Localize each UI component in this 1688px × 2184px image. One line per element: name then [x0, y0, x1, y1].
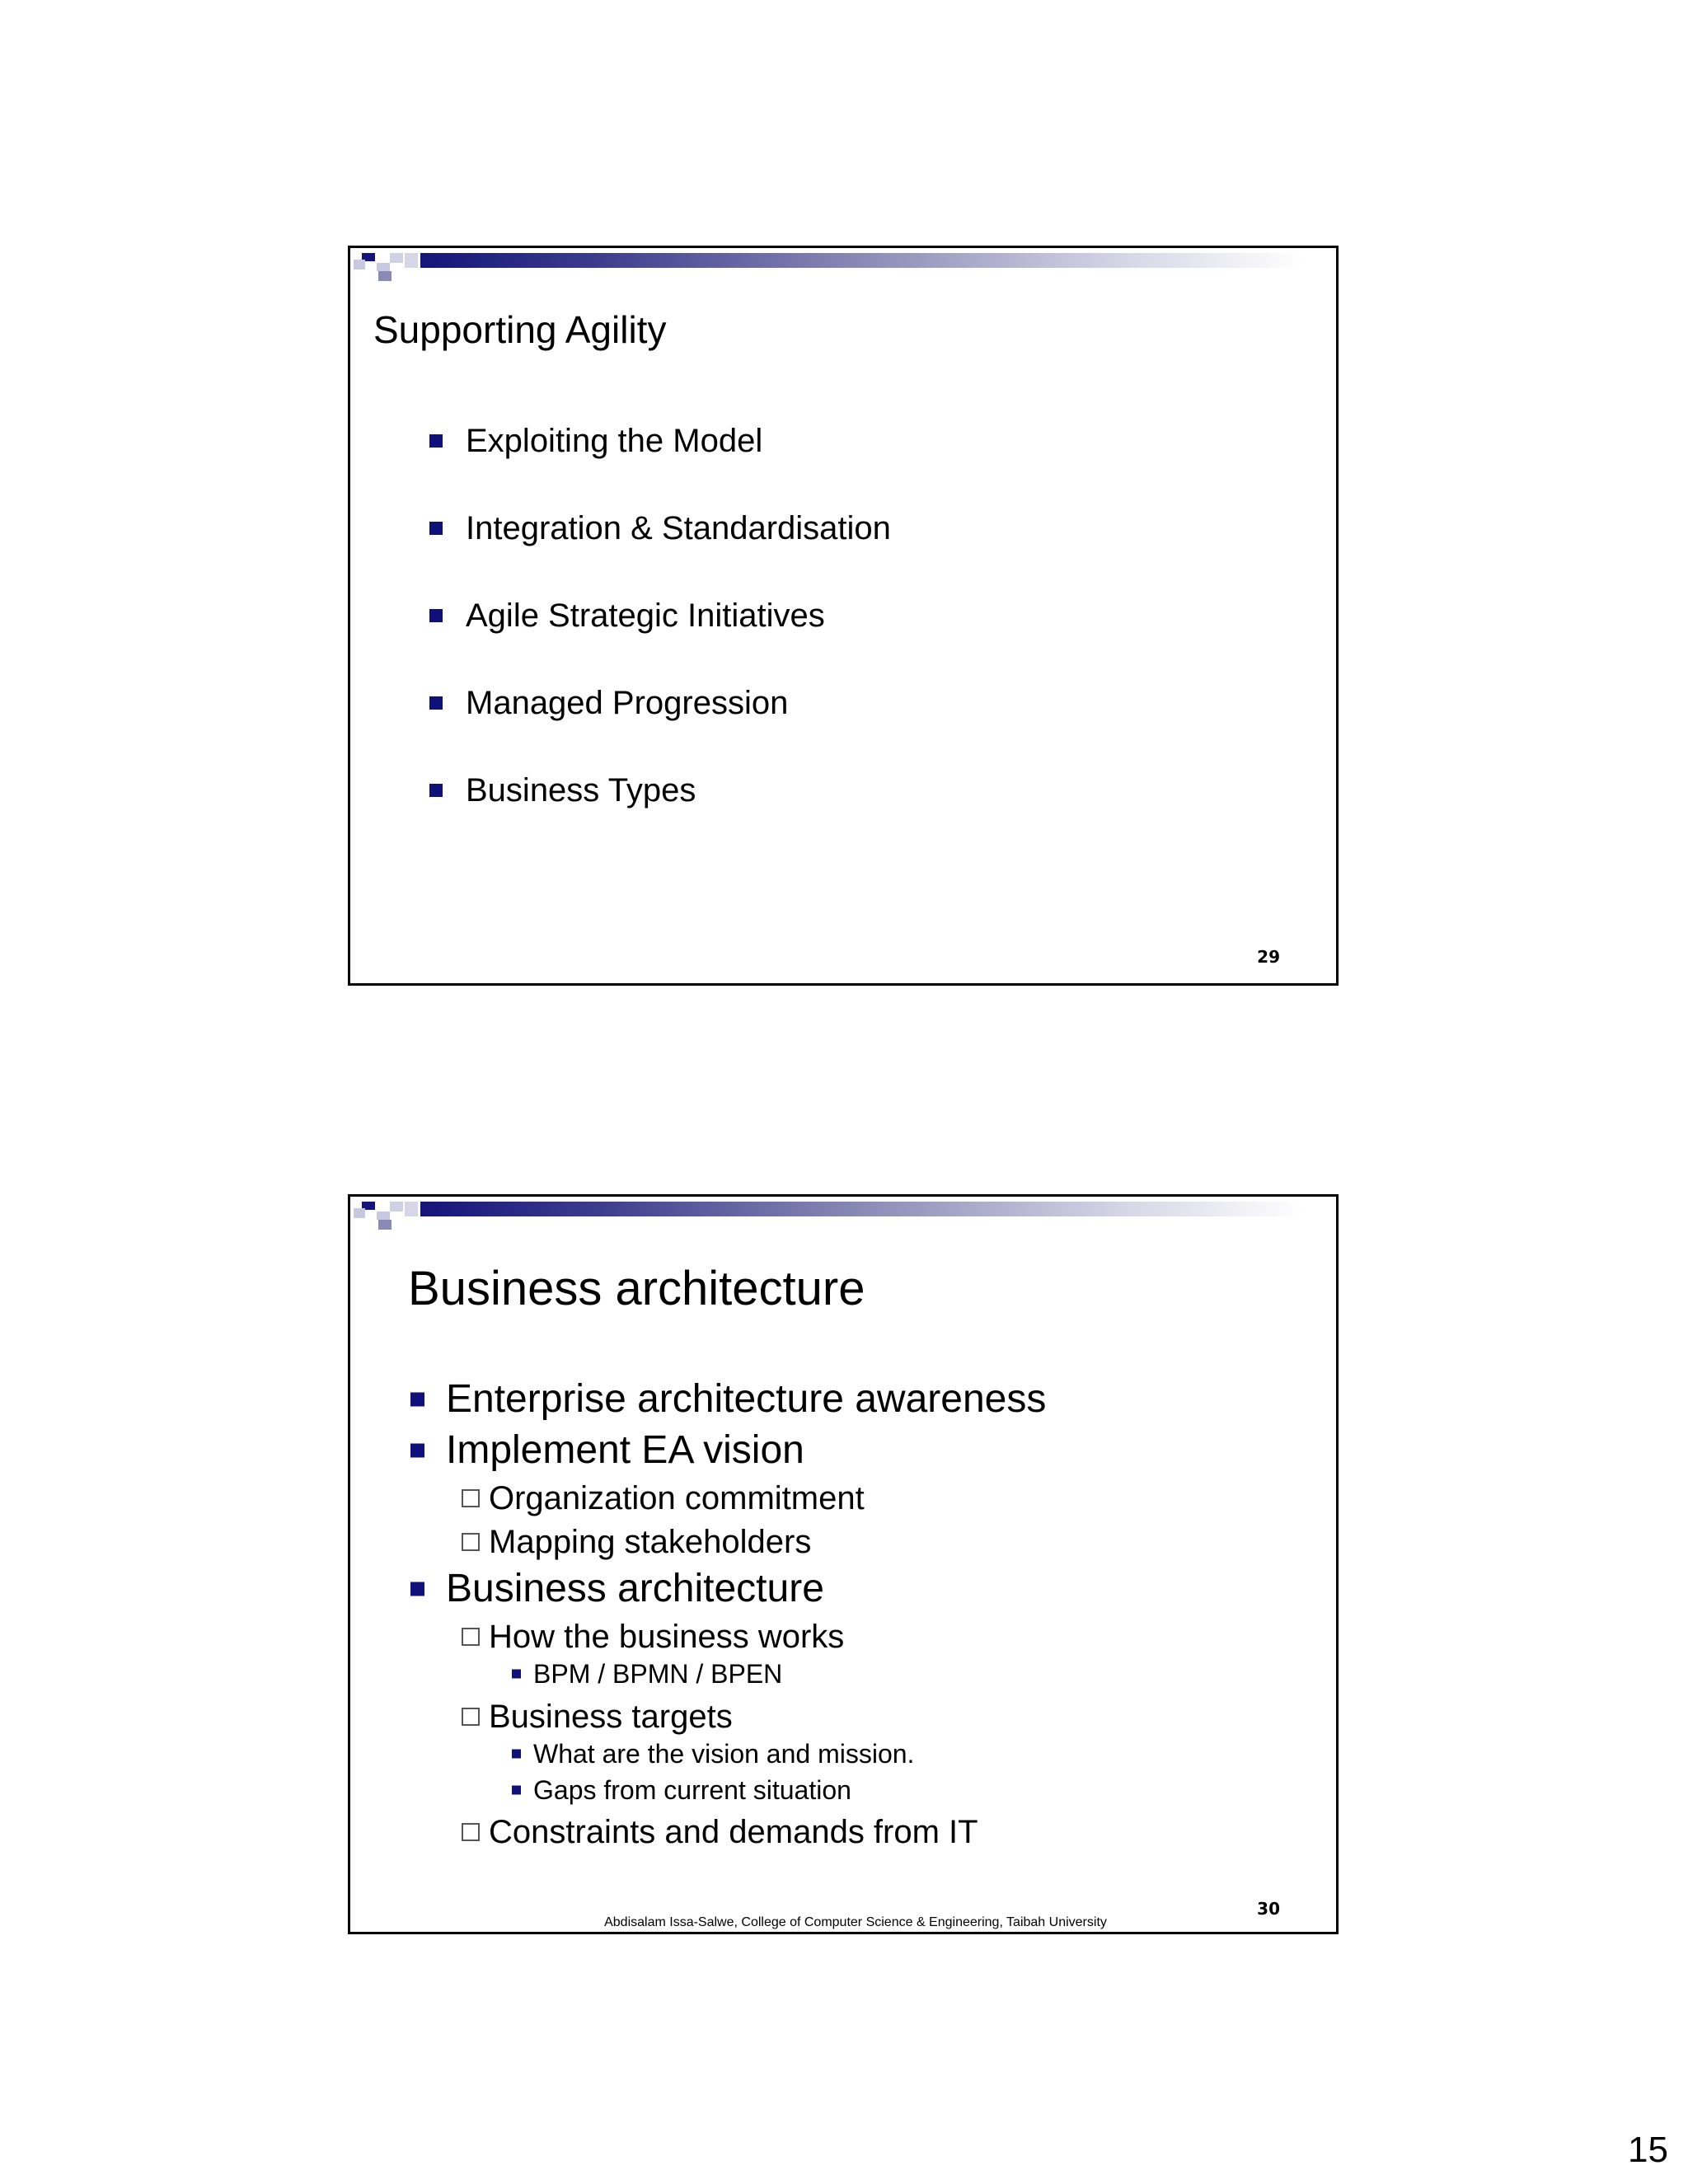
sub-sub-bullet-item: Gaps from current situation — [350, 1774, 1257, 1807]
square-bullet-icon — [410, 1393, 424, 1407]
hollow-square-bullet-icon — [462, 1823, 480, 1841]
page-number: 15 — [1628, 2130, 1668, 2170]
square-bullet-icon — [429, 609, 443, 622]
deco-square — [377, 1212, 390, 1220]
header-decoration — [350, 1197, 1336, 1238]
sub-bullet-item: Business targets — [350, 1696, 1257, 1737]
bullet-item: Integration & Standardisation — [350, 508, 1092, 549]
deco-square — [378, 1220, 392, 1230]
slide-title: Supporting Agility — [373, 308, 667, 351]
sub-bullet-item: Organization commitment — [350, 1478, 1257, 1519]
bullet-item: Business architecture — [350, 1566, 1257, 1612]
small-square-bullet-icon — [512, 1670, 521, 1679]
slide-footer: Abdisalam Issa-Salwe, College of Computer Science & Engineering, Taibah University — [604, 1915, 1107, 1929]
hollow-square-bullet-icon — [462, 1708, 480, 1726]
hollow-square-bullet-icon — [462, 1628, 480, 1646]
bullet-item: Implement EA vision — [350, 1427, 1257, 1474]
deco-square — [377, 263, 390, 271]
sub-bullet-item: How the business works — [350, 1616, 1257, 1657]
bullet-item: Business Types — [350, 770, 1092, 811]
deco-square — [378, 271, 392, 281]
slide-title: Business architecture — [408, 1262, 865, 1315]
slide-29 — [348, 246, 1339, 986]
bullet-item: Enterprise architecture awareness — [350, 1376, 1257, 1422]
square-bullet-icon — [429, 434, 443, 448]
header-gradient-bar — [420, 1202, 1302, 1216]
square-bullet-icon — [429, 784, 443, 797]
hollow-square-bullet-icon — [462, 1489, 480, 1507]
square-bullet-icon — [410, 1582, 424, 1596]
small-square-bullet-icon — [512, 1786, 521, 1795]
deco-square — [390, 1202, 403, 1212]
small-square-bullet-icon — [512, 1750, 521, 1759]
deco-square — [390, 253, 403, 263]
deco-square — [405, 253, 418, 268]
hollow-square-bullet-icon — [462, 1533, 480, 1551]
slide-number: 29 — [1257, 947, 1280, 967]
deco-square — [405, 1202, 418, 1216]
slide-30 — [348, 1194, 1339, 1934]
bullet-item: Agile Strategic Initiatives — [350, 595, 1092, 636]
deco-square — [354, 260, 365, 269]
sub-bullet-item: Mapping stakeholders — [350, 1521, 1257, 1563]
header-decoration — [350, 248, 1336, 289]
deco-square — [354, 1208, 365, 1218]
square-bullet-icon — [410, 1444, 424, 1458]
square-bullet-icon — [429, 696, 443, 710]
bullet-item: Exploiting the Model — [350, 420, 1092, 462]
slide-number: 30 — [1257, 1899, 1280, 1919]
square-bullet-icon — [429, 522, 443, 535]
bullet-item: Managed Progression — [350, 682, 1092, 724]
header-gradient-bar — [420, 253, 1302, 268]
sub-bullet-item: Constraints and demands from IT — [350, 1811, 1257, 1853]
sub-sub-bullet-item: What are the vision and mission. — [350, 1737, 1257, 1770]
sub-sub-bullet-item: BPM / BPMN / BPEN — [350, 1657, 1257, 1690]
